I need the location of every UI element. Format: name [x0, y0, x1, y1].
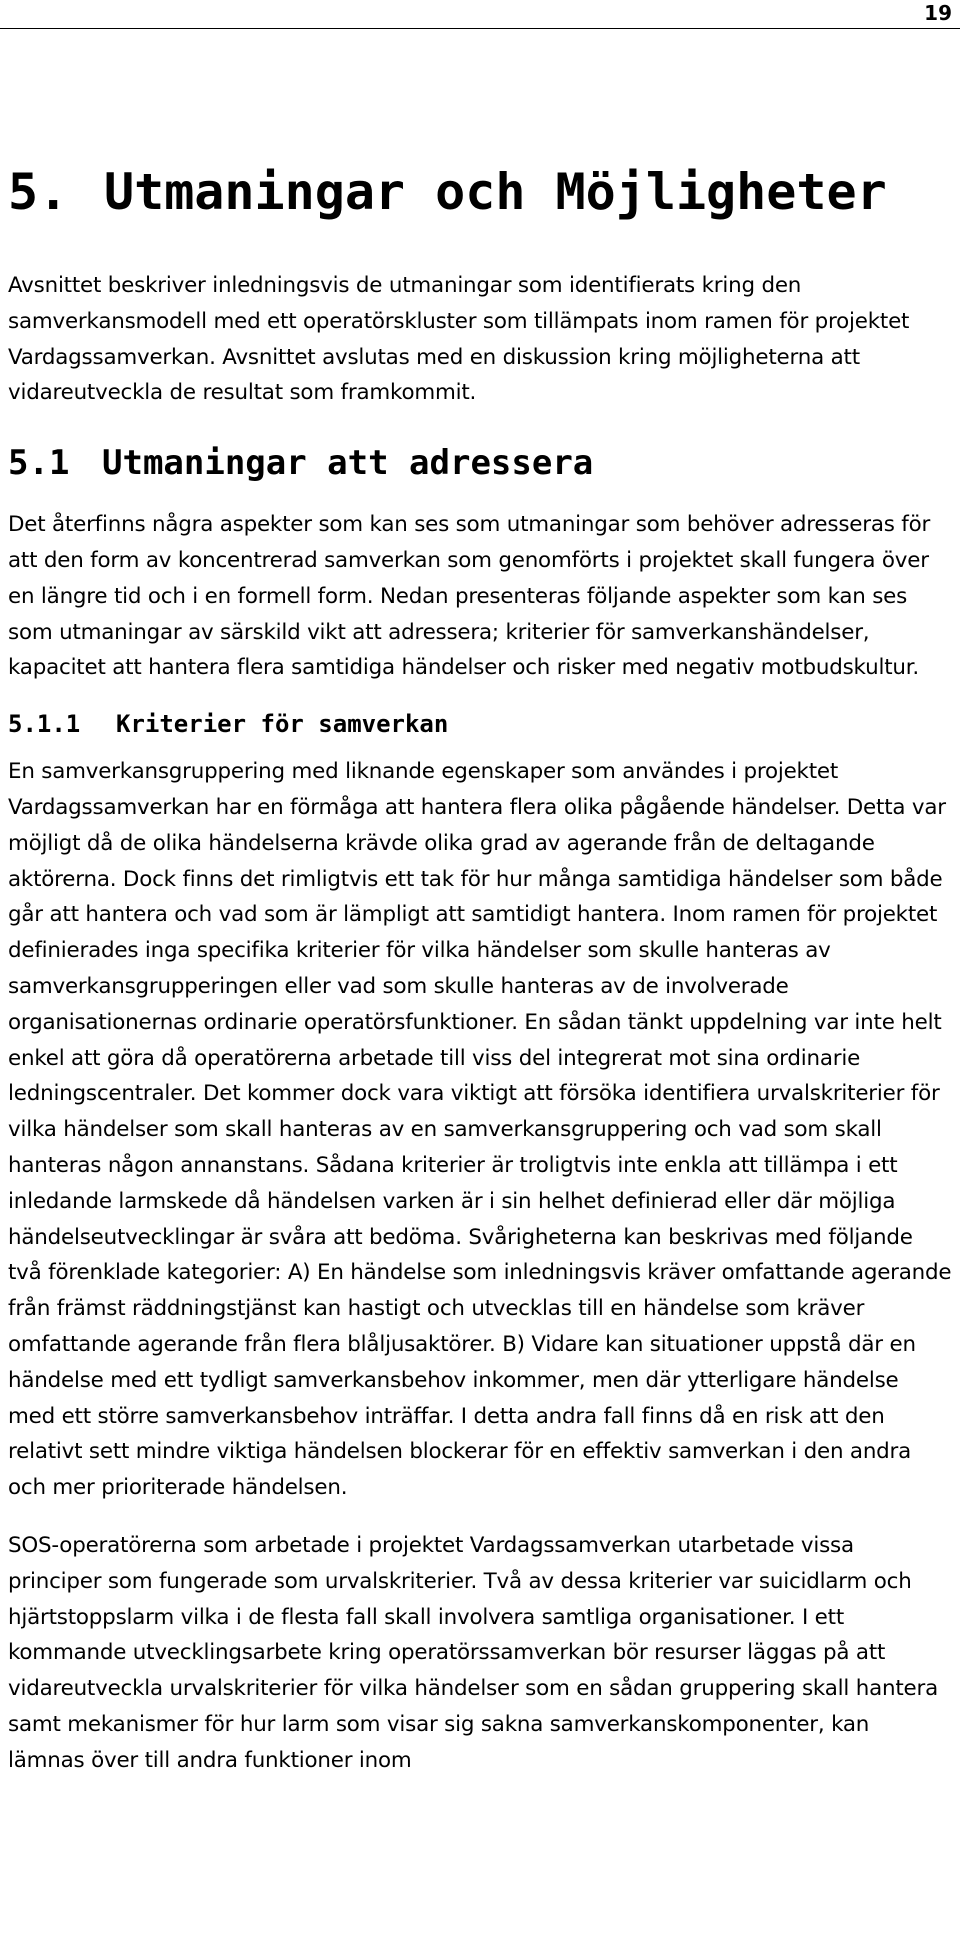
subsection-number: 5.1.1 [8, 710, 81, 739]
section-title: Utmaningar att adressera [102, 443, 594, 484]
page-number: 19 [924, 1, 952, 25]
section-number: 5.1 [8, 443, 70, 484]
chapter-title: Utmaningar och Möjligheter [104, 163, 887, 221]
header-rule [0, 28, 960, 29]
subsection-paragraph-1: En samverkansgruppering med liknande egenskaper som användes i projektet Vardagssamverkan har en förmåga att hantera flera olika pågående händelser. Detta var möjligt då de olika händelserna krävde olika grad av agerande från de deltagande aktörerna. Dock finns det rimligtvis ett tak för hur många samtidiga händelser som både går att hantera och vad som är lämpligt att samtidigt hantera. Inom ramen för projektet definierades inga specifika kriterier för vilka händelser som skulle hanteras av samverkansgrupperingen eller vad som skulle hanteras av de involverade organisationernas ordinarie operatörsfunktioner. En sådan tänkt uppdelning var inte helt enkel att göra då operatörerna arbetade till viss del integrerat mot sina ordinarie ledningscentraler. Det kommer dock vara viktigt att försöka identifiera urvalskriterier för vilka händelser som skall hanteras av en samverkansgruppering och vad som skall hanteras någon annanstans. Sådana kriterier är troligtvis inte enkla att tillämpa i ett inledande larmskede då händelsen varken är i sin helhet definierad eller där möjliga händelseutvecklingar är svåra att bedöma. Svårigheterna kan beskrivas med följande två förenklade kategorier: A) En händelse som inledningsvis kräver omfattande agerande från främst räddningstjänst kan hastigt och utvecklas till en händelse som kräver omfattande agerande från flera blåljusaktörer. B) Vidare kan situationer uppstå där en händelse med ett tydligt samverkansbehov inkommer, men där ytterligare händelse med ett större samverkansbehov inträffar. I detta andra fall finns då en risk att den relativt sett mindre viktiga händelsen blockerar för en effektiv samverkan i den andra och mer prioriterade händelsen. [8, 759, 952, 1501]
section-body-paragraph: Det återfinns några aspekter som kan ses som utmaningar som behöver adresseras för att den form av koncentrerad samverkan som genomförts i projektet skall fungera över en längre tid och i en formell form. Nedan presenteras följande aspekter som kan ses som utmaningar av särskild vikt att adressera; kriterier för samverkanshändelser, kapacitet att hantera flera samtidiga händelser och risker med negativ motbudskultur. [8, 512, 931, 681]
subsection-heading [8, 708, 952, 740]
chapter-intro-paragraph: Avsnittet beskriver inledningsvis de utmaningar som identifierats kring den samverkansmodell med ett operatörskluster som tillämpats inom ramen för projektet Vardagssamverkan. Avsnittet avslutas med en diskussion kring möjligheterna att vidareutveckla de resultat som framkommit. [8, 273, 910, 406]
section-heading [8, 441, 952, 485]
chapter-number: 5. [8, 163, 69, 221]
subsection-paragraph-2: SOS-operatörerna som arbetade i projektet Vardagssamverkan utarbetade vissa principer som fungerade som urvalskriterier. Två av dessa kriterier var suicidlarm och hjärtstoppslarm vilka i de flesta fall skall involvera samtliga organisationer. I ett kommande utvecklingsarbete kring operatörssamverkan bör resurser läggas på att vidareutveckla urvalskriterier för vilka händelser som en sådan gruppering skall hantera samt mekanismer för hur larm som visar sig sakna samverkanskomponenter, kan lämnas över till andra funktioner inom [8, 1532, 939, 1773]
subsection-title: Kriterier för samverkan [116, 710, 449, 739]
page-content [8, 160, 952, 1778]
chapter-heading [8, 160, 952, 224]
